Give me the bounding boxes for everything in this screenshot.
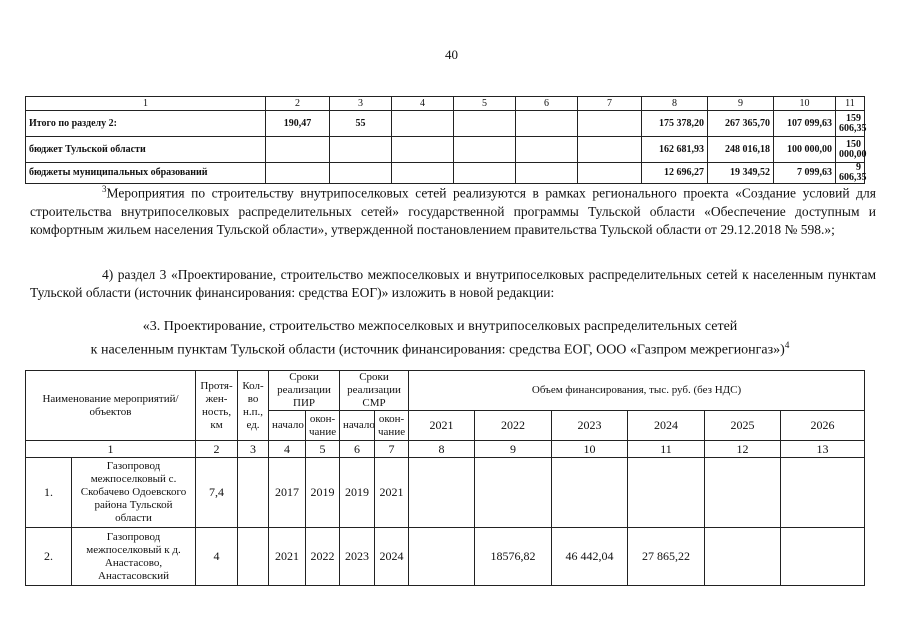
column-number: 8: [409, 441, 475, 458]
section-title-line: «3. Проектирование, строительство межпоселковых и внутрипоселковых распределительных сетей: [142, 319, 738, 334]
footnote-mark: 3: [102, 184, 107, 194]
pir-end-cell: 2022: [306, 528, 340, 586]
summary-header-cell: 7: [578, 97, 642, 111]
header-smr: Сроки реализации СМР: [340, 371, 409, 411]
column-number: 6: [340, 441, 375, 458]
footnote-text: Мероприятия по строительству внутрипоселковых сетей реализуются в рамках регионального проекта «Создание условий для строительства внутрипоселковых распределительных сетей» государственной программы Тульской области «Обеспечение доступным и комфортным жильем населения Тульской области», утвержденной постановлением правительства Тульской области от 29.12.2018 № 598.»;: [30, 185, 876, 237]
count-cell: [238, 458, 269, 528]
table-cell: [454, 137, 516, 163]
funding-cell: 46 442,04: [552, 528, 628, 586]
length-cell: 4: [196, 528, 238, 586]
header-year: 2021: [409, 411, 475, 441]
table-cell: 248 016,18: [708, 137, 774, 163]
table-cell: [516, 111, 578, 137]
table-cell: 175 378,20: [642, 111, 708, 137]
funding-cell: [705, 458, 781, 528]
header-pir-end: окон-чание: [306, 411, 340, 441]
header-year: 2023: [552, 411, 628, 441]
header-smr-end: окон-чание: [375, 411, 409, 441]
header-year: 2024: [628, 411, 705, 441]
table-cell: [578, 111, 642, 137]
column-number: 1: [26, 441, 196, 458]
table-cell: 100 000,00: [774, 137, 836, 163]
table-cell: [454, 111, 516, 137]
table-cell: [392, 111, 454, 137]
funding-cell: [409, 458, 475, 528]
page-number: 40: [445, 47, 458, 62]
measures-table: [25, 370, 865, 586]
summary-header-cell: 1: [26, 97, 266, 111]
header-length: Протя-жен-ность, км: [196, 371, 238, 441]
column-number: 2: [196, 441, 238, 458]
header-year: 2026: [781, 411, 865, 441]
summary-header-cell: 6: [516, 97, 578, 111]
row-label: бюджет Тульской области: [26, 137, 266, 163]
summary-header-cell: 8: [642, 97, 708, 111]
summary-header-cell: 9: [708, 97, 774, 111]
table-cell: 162 681,93: [642, 137, 708, 163]
table-cell: 107 099,63: [774, 111, 836, 137]
section-title-footnote-mark: 4: [784, 340, 790, 350]
amendment-paragraph: [30, 266, 876, 302]
pir-end-cell: 2019: [306, 458, 340, 528]
column-number: 5: [306, 441, 340, 458]
summary-header-cell: 4: [392, 97, 454, 111]
summary-header-cell: 11: [836, 97, 865, 111]
column-number: 9: [475, 441, 552, 458]
length-cell: 7,4: [196, 458, 238, 528]
header-name: Наименование мероприятий/ объектов: [26, 371, 196, 441]
table-cell: 159 606,35: [836, 111, 865, 137]
header-year: 2025: [705, 411, 781, 441]
smr-end-cell: 2021: [375, 458, 409, 528]
header-pir-start: начало: [269, 411, 306, 441]
column-number: 7: [375, 441, 409, 458]
header-count: Кол-во н.п., ед.: [238, 371, 269, 441]
section-title-line: к населенным пунктам Тульской области (источник финансирования: средства ЕОГ, ООО «Газпром межрегионгаз»): [90, 342, 785, 358]
funding-cell: [475, 458, 552, 528]
smr-end-cell: 2024: [375, 528, 409, 586]
row-number: 2.: [26, 528, 72, 586]
pir-start-cell: 2021: [269, 528, 306, 586]
table-row: [26, 137, 865, 163]
summary-header-cell: 5: [454, 97, 516, 111]
table-cell: 267 365,70: [708, 111, 774, 137]
funding-cell: [781, 458, 865, 528]
header-smr-start: начало: [340, 411, 375, 441]
table-header-row: [26, 371, 865, 411]
table-row: [26, 458, 865, 528]
table-cell: 190,47: [266, 111, 330, 137]
funding-cell: [781, 528, 865, 586]
table-cell: 19 349,52: [708, 163, 774, 184]
amendment-text: 4) раздел 3 «Проектирование, строительство межпоселковых и внутрипоселковых распределительных сетей к населенным пунктам Тульской области (источник финансирования: средства ЕОГ)» изложить в новой редакции:: [30, 267, 876, 300]
smr-start-cell: 2023: [340, 528, 375, 586]
smr-start-cell: 2019: [340, 458, 375, 528]
table-cell: 55: [330, 111, 392, 137]
column-number-row: [26, 441, 865, 458]
section-title: [40, 318, 840, 360]
object-name: Газопровод межпоселковый с. Скобачево Одоевского района Тульской области: [72, 458, 196, 528]
funding-cell: 18576,82: [475, 528, 552, 586]
row-label: Итого по разделу 2:: [26, 111, 266, 137]
count-cell: [238, 528, 269, 586]
column-number: 4: [269, 441, 306, 458]
footnote-paragraph: [30, 180, 876, 239]
table-cell: 9 606,35: [836, 163, 865, 184]
table-cell: [578, 137, 642, 163]
funding-cell: [409, 528, 475, 586]
summary-header-cell: 2: [266, 97, 330, 111]
header-funding: Объем финансирования, тыс. руб. (без НДС): [409, 371, 865, 411]
column-number: 12: [705, 441, 781, 458]
object-name: Газопровод межпоселковый к д. Анастасово, Анастасовский: [72, 528, 196, 586]
table-cell: [392, 137, 454, 163]
row-number: 1.: [26, 458, 72, 528]
funding-cell: [628, 458, 705, 528]
summary-table: [25, 96, 865, 184]
table-cell: [516, 137, 578, 163]
summary-header-cell: 3: [330, 97, 392, 111]
table-cell: 7 099,63: [774, 163, 836, 184]
table-row: [26, 111, 865, 137]
table-row: [26, 528, 865, 586]
funding-cell: 27 865,22: [628, 528, 705, 586]
header-year: 2022: [475, 411, 552, 441]
funding-cell: [552, 458, 628, 528]
table-cell: 12 696,27: [642, 163, 708, 184]
funding-cell: [705, 528, 781, 586]
pir-start-cell: 2017: [269, 458, 306, 528]
row-label: бюджеты муниципальных образований: [26, 163, 266, 184]
column-number: 3: [238, 441, 269, 458]
column-number: 10: [552, 441, 628, 458]
summary-header-row: [26, 97, 865, 111]
column-number: 13: [781, 441, 865, 458]
column-number: 11: [628, 441, 705, 458]
summary-header-cell: 10: [774, 97, 836, 111]
header-pir: Сроки реализации ПИР: [269, 371, 340, 411]
table-cell: [266, 137, 330, 163]
table-cell: [330, 137, 392, 163]
table-cell: 150 000,00: [836, 137, 865, 163]
